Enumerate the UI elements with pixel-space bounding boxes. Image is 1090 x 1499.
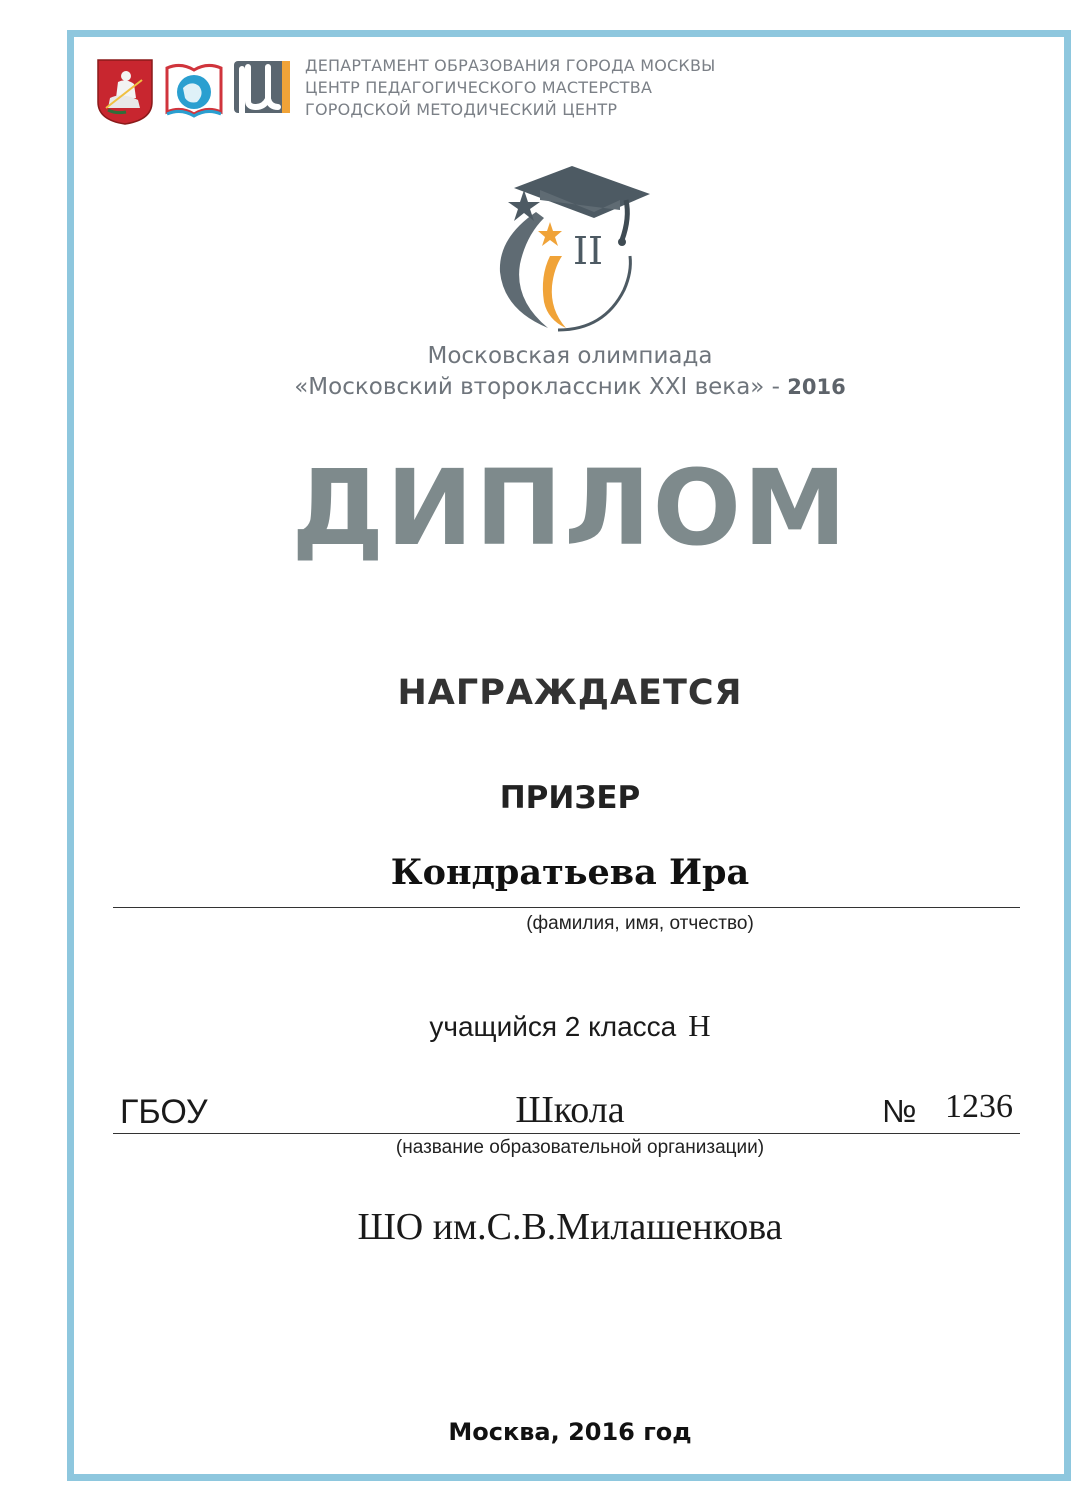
education-book-globe-icon — [163, 60, 225, 122]
organization-number: 1236 — [945, 1088, 1013, 1125]
header-center: ЦЕНТР ПЕДАГОГИЧЕСКОГО МАСТЕРСТВА — [305, 78, 653, 97]
grade-line — [110, 1008, 1030, 1044]
footer-place-date: Москва, 2016 год — [448, 1418, 692, 1446]
olympiad-year: 2016 — [787, 375, 846, 399]
header-organizations — [305, 55, 715, 121]
grade-letter: Н — [688, 1008, 711, 1043]
prize-status: ПРИЗЕР — [499, 780, 641, 816]
name-hint: (фамилия, имя, отчество) — [526, 913, 754, 934]
graduation-cap-emblem-icon — [470, 160, 660, 332]
diploma-title: ДИПЛОМ — [291, 447, 849, 569]
organization-full-name: ШО им.С.В.Милашенкова — [357, 1206, 783, 1248]
awarded-label: НАГРАЖДАЕТСЯ — [397, 673, 743, 713]
moscow-coat-of-arms-icon — [96, 58, 154, 126]
organization-underline — [113, 1133, 1020, 1134]
emblem-stage-numeral: II — [572, 229, 604, 273]
organization-type: ГБОУ — [120, 1093, 208, 1131]
olympiad-title-line1: Московская олимпиада — [427, 343, 713, 369]
olympiad-name: «Московский второклассник XXI века» - — [294, 374, 780, 400]
organization-hint: (название образовательной организации) — [395, 1137, 765, 1158]
olympiad-title-line2 — [150, 374, 990, 400]
organization-name: Школа — [515, 1089, 625, 1131]
organization-number-sign: № — [882, 1093, 917, 1129]
name-underline — [113, 907, 1020, 908]
recipient-name: Кондратьева Ира — [390, 852, 750, 893]
header-methodical-center: ГОРОДСКОЙ МЕТОДИЧЕСКИЙ ЦЕНТР — [305, 100, 618, 119]
header-department: ДЕПАРТАМЕНТ ОБРАЗОВАНИЯ ГОРОДА МОСКВЫ — [305, 56, 716, 75]
grade-text: учащийся 2 класса — [429, 1011, 677, 1042]
mu-letter-logo-icon — [232, 57, 292, 117]
